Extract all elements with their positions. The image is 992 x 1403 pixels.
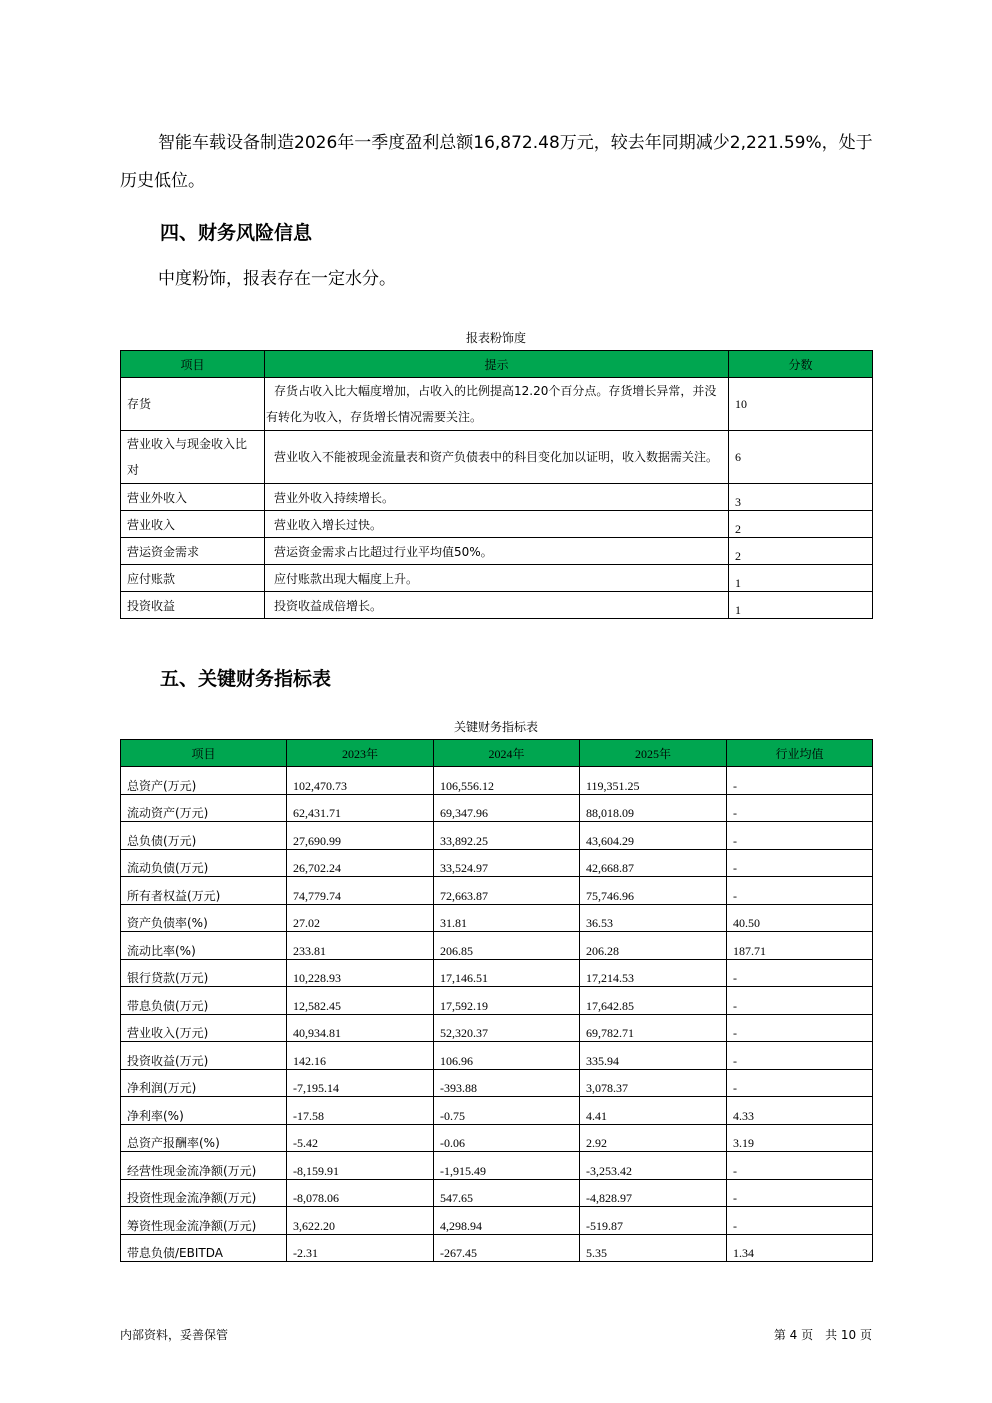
key-2025-cell: 2.92	[580, 1124, 727, 1152]
key-2025-cell: 88,018.09	[580, 794, 727, 822]
key-item-cell: 筹资性现金流净额(万元)	[121, 1207, 287, 1235]
risk-item-cell: 营业收入	[121, 511, 265, 538]
key-item-cell: 带息负债/EBITDA	[121, 1234, 287, 1262]
key-table-row	[121, 1069, 873, 1097]
key-industry-avg-cell: -	[727, 794, 873, 822]
key-2024-cell: 52,320.37	[434, 1014, 580, 1042]
key-industry-avg-cell: -	[727, 877, 873, 905]
key-item-cell: 营业收入(万元)	[121, 1014, 287, 1042]
key-2025-cell: 119,351.25	[580, 767, 727, 795]
intro-text: 智能车载设备制造2026年一季度盈利总额16,872.48万元，较去年同期减少2,221.59%，处于历史低位。	[120, 133, 873, 191]
section-4-summary: 中度粉饰，报表存在一定水分。	[158, 269, 396, 289]
key-2023-cell: 142.16	[287, 1042, 434, 1070]
key-item-cell: 所有者权益(万元)	[121, 877, 287, 905]
risk-score-cell: 2	[729, 538, 873, 565]
section-4-heading: 四、财务风险信息	[160, 222, 313, 244]
key-table-row	[121, 1179, 873, 1207]
key-table-row	[121, 1207, 873, 1235]
key-2023-cell: -7,195.14	[287, 1069, 434, 1097]
footer-page-number: 第 4 页 共 10 页	[773, 1328, 872, 1342]
risk-table-row	[121, 431, 873, 484]
key-item-cell: 总资产(万元)	[121, 767, 287, 795]
risk-score-cell: 3	[729, 484, 873, 511]
key-2025-cell: 206.28	[580, 932, 727, 960]
key-table-header-row	[121, 740, 873, 767]
risk-item-cell: 营业收入与现金收入比对	[121, 431, 265, 484]
risk-score-cell: 6	[729, 431, 873, 484]
section-5-heading: 五、关键财务指标表	[160, 668, 332, 690]
risk-table-row	[121, 484, 873, 511]
key-2024-cell: -267.45	[434, 1234, 580, 1262]
key-item-cell: 流动资产(万元)	[121, 794, 287, 822]
key-2024-cell: -1,915.49	[434, 1152, 580, 1180]
key-2023-cell: 27.02	[287, 904, 434, 932]
key-2025-cell: -519.87	[580, 1207, 727, 1235]
risk-item-cell: 存货	[121, 378, 265, 431]
section-4-summary-paragraph	[120, 260, 880, 298]
key-industry-avg-cell: -	[727, 1014, 873, 1042]
key-table-row	[121, 849, 873, 877]
key-table-caption: 关键财务指标表	[453, 720, 538, 734]
key-table-row	[121, 877, 873, 905]
key-industry-avg-cell: -	[727, 1152, 873, 1180]
key-industry-avg-cell: -	[727, 849, 873, 877]
key-2023-cell: -8,078.06	[287, 1179, 434, 1207]
key-2024-cell: 69,347.96	[434, 794, 580, 822]
key-item-cell: 银行贷款(万元)	[121, 959, 287, 987]
key-item-cell: 净利润(万元)	[121, 1069, 287, 1097]
key-item-cell: 总负债(万元)	[121, 822, 287, 850]
key-2024-cell: 206.85	[434, 932, 580, 960]
key-2025-cell: 75,746.96	[580, 877, 727, 905]
key-industry-avg-cell: -	[727, 987, 873, 1015]
key-table-row	[121, 1097, 873, 1125]
key-item-cell: 资产负债率(%)	[121, 904, 287, 932]
risk-score-cell: 10	[729, 378, 873, 431]
key-2023-cell: 62,431.71	[287, 794, 434, 822]
risk-table	[120, 350, 873, 619]
key-industry-avg-cell: -	[727, 959, 873, 987]
risk-score-cell: 1	[729, 592, 873, 619]
key-industry-avg-cell: 187.71	[727, 932, 873, 960]
risk-hint-cell: 应付账款出现大幅度上升。	[265, 565, 729, 592]
key-table-row	[121, 1124, 873, 1152]
key-indicator-table	[120, 739, 873, 1262]
intro-paragraph	[120, 124, 880, 200]
risk-hint-cell: 投资收益成倍增长。	[265, 592, 729, 619]
key-2023-cell: -5.42	[287, 1124, 434, 1152]
key-table-row	[121, 987, 873, 1015]
key-item-cell: 经营性现金流净额(万元)	[121, 1152, 287, 1180]
key-2023-cell: 102,470.73	[287, 767, 434, 795]
key-2024-cell: 4,298.94	[434, 1207, 580, 1235]
key-table-row	[121, 1014, 873, 1042]
key-industry-avg-cell: -	[727, 1042, 873, 1070]
key-2023-cell: -2.31	[287, 1234, 434, 1262]
key-header-industry-avg: 行业均值	[727, 740, 873, 767]
key-2025-cell: 43,604.29	[580, 822, 727, 850]
key-2025-cell: 17,642.85	[580, 987, 727, 1015]
key-2024-cell: 31.81	[434, 904, 580, 932]
risk-item-cell: 营运资金需求	[121, 538, 265, 565]
risk-table-row	[121, 592, 873, 619]
key-2024-cell: 72,663.87	[434, 877, 580, 905]
key-2024-cell: -0.75	[434, 1097, 580, 1125]
key-2025-cell: 17,214.53	[580, 959, 727, 987]
key-2025-cell: 3,078.37	[580, 1069, 727, 1097]
key-table-row	[121, 1152, 873, 1180]
key-2024-cell: 17,146.51	[434, 959, 580, 987]
key-industry-avg-cell: -	[727, 767, 873, 795]
key-item-cell: 投资性现金流净额(万元)	[121, 1179, 287, 1207]
key-2023-cell: -8,159.91	[287, 1152, 434, 1180]
risk-table-row	[121, 378, 873, 431]
key-2023-cell: 40,934.81	[287, 1014, 434, 1042]
key-2025-cell: 4.41	[580, 1097, 727, 1125]
key-header-2025: 2025年	[580, 740, 727, 767]
key-industry-avg-cell: -	[727, 1179, 873, 1207]
key-industry-avg-cell: -	[727, 822, 873, 850]
key-2023-cell: 12,582.45	[287, 987, 434, 1015]
key-2024-cell: -393.88	[434, 1069, 580, 1097]
risk-hint-cell: 营业外收入持续增长。	[265, 484, 729, 511]
footer-confidential: 内部资料，妥善保管	[120, 1328, 229, 1342]
key-industry-avg-cell: -	[727, 1069, 873, 1097]
key-industry-avg-cell: 40.50	[727, 904, 873, 932]
risk-score-cell: 1	[729, 565, 873, 592]
key-2023-cell: 3,622.20	[287, 1207, 434, 1235]
key-2025-cell: 5.35	[580, 1234, 727, 1262]
key-2023-cell: 74,779.74	[287, 877, 434, 905]
key-2024-cell: 33,892.25	[434, 822, 580, 850]
key-item-cell: 净利率(%)	[121, 1097, 287, 1125]
key-2023-cell: -17.58	[287, 1097, 434, 1125]
key-table-row	[121, 767, 873, 795]
key-2025-cell: -3,253.42	[580, 1152, 727, 1180]
risk-header-item: 项目	[121, 351, 265, 378]
risk-hint-cell: 营业收入不能被现金流量表和资产负债表中的科目变化加以证明，收入数据需关注。	[265, 431, 729, 484]
key-item-cell: 流动比率(%)	[121, 932, 287, 960]
key-2024-cell: 17,592.19	[434, 987, 580, 1015]
risk-hint-cell: 营运资金需求占比超过行业平均值50%。	[265, 538, 729, 565]
key-item-cell: 投资收益(万元)	[121, 1042, 287, 1070]
key-2025-cell: -4,828.97	[580, 1179, 727, 1207]
key-item-cell: 带息负债(万元)	[121, 987, 287, 1015]
key-2024-cell: 106.96	[434, 1042, 580, 1070]
key-industry-avg-cell: 1.34	[727, 1234, 873, 1262]
risk-hint-cell: 营业收入增长过快。	[265, 511, 729, 538]
key-2023-cell: 10,228.93	[287, 959, 434, 987]
risk-table-row	[121, 511, 873, 538]
key-2024-cell: 33,524.97	[434, 849, 580, 877]
key-2023-cell: 26,702.24	[287, 849, 434, 877]
key-2023-cell: 27,690.99	[287, 822, 434, 850]
key-table-row	[121, 959, 873, 987]
risk-item-cell: 营业外收入	[121, 484, 265, 511]
key-header-2023: 2023年	[287, 740, 434, 767]
key-table-row	[121, 932, 873, 960]
risk-table-caption: 报表粉饰度	[465, 331, 526, 345]
key-industry-avg-cell: 3.19	[727, 1124, 873, 1152]
key-2025-cell: 42,668.87	[580, 849, 727, 877]
key-table-row	[121, 794, 873, 822]
risk-header-hint: 提示	[265, 351, 729, 378]
key-header-item: 项目	[121, 740, 287, 767]
key-2025-cell: 36.53	[580, 904, 727, 932]
risk-table-row	[121, 538, 873, 565]
key-2024-cell: 547.65	[434, 1179, 580, 1207]
key-2024-cell: 106,556.12	[434, 767, 580, 795]
risk-item-cell: 投资收益	[121, 592, 265, 619]
risk-hint-cell: 存货占收入比大幅度增加，占收入的比例提高12.20个百分点。存货增长异常，并没有转化为收入，存货增长情况需要关注。	[265, 378, 729, 431]
risk-table-header-row	[121, 351, 873, 378]
key-table-row	[121, 822, 873, 850]
risk-item-cell: 应付账款	[121, 565, 265, 592]
key-header-2024: 2024年	[434, 740, 580, 767]
key-2023-cell: 233.81	[287, 932, 434, 960]
key-table-row	[121, 1234, 873, 1262]
risk-score-cell: 2	[729, 511, 873, 538]
key-industry-avg-cell: -	[727, 1207, 873, 1235]
key-item-cell: 流动负债(万元)	[121, 849, 287, 877]
risk-header-score: 分数	[729, 351, 873, 378]
key-item-cell: 总资产报酬率(%)	[121, 1124, 287, 1152]
key-2025-cell: 69,782.71	[580, 1014, 727, 1042]
risk-table-row	[121, 565, 873, 592]
key-2025-cell: 335.94	[580, 1042, 727, 1070]
key-industry-avg-cell: 4.33	[727, 1097, 873, 1125]
key-2024-cell: -0.06	[434, 1124, 580, 1152]
key-table-row	[121, 904, 873, 932]
key-table-row	[121, 1042, 873, 1070]
